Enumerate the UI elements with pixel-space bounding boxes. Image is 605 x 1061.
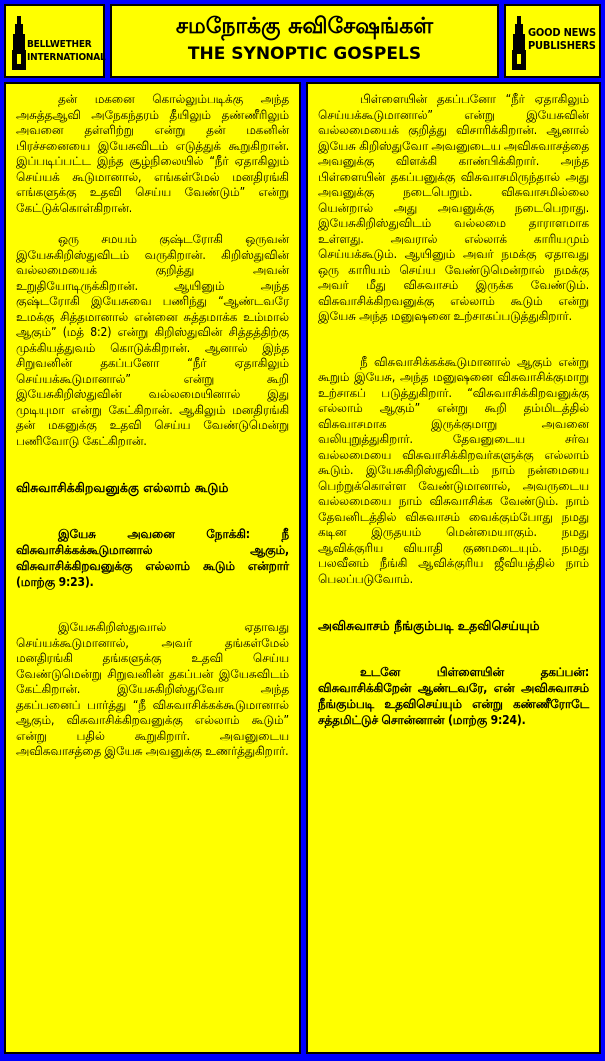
right-paragraph-2: நீ விசுவாசிக்கக்கூடுமானால் ஆகும் என்று கூறும் இயேசு, அந்த மனுஷனை விசுவாசிக்குமாறு உற்சாகப் படுத்துகிறார். “விசுவாசிக்கிறவனுக்கு எல்லாம் ஆகும்” என்று கூறி தம்மிடத்தில் விசுவாசமாக இருக்குமாறு அவனை வலியுறுத்துகிறார். தேவனுடைய சர்வ வல்லமையை விசுவாசிக்கிறவர்களுக்கு எல்லாம் கூடும். இயேசுகிறிஸ்துவிடம் நாம் நன்மையை பெற்றுக்கொள்ள வேண்டுமானால், அவருடைய வல்லமையை நாம் விசுவாசிக்க வேண்டும். நாம் தேவனிடத்தில் விசுவாசம் வைக்கும்போது நமது கடின இருதயம் மென்மையாகும். நமது ஆவிக்குரிய வியாதி குணமடையும். நமது பலவீனம் நீங்கி ஆவிக்குரிய ஜீவியத்தில் நாம் பெலப்படுவோம். xyxy=(318,354,589,586)
bellwether-line1: BELLWETHER xyxy=(27,39,92,50)
tower-icon xyxy=(12,16,26,70)
right-paragraph-1: பிள்ளையின் தகப்பனோ “நீர் ஏதாகிலும் செய்யக்கூடுமானால்” என்று இயேசுவின் வல்லமையைக் குறித்து விசாரிக்கிறான். ஆனால் இயேசு கிறிஸ்துவோ அவனுடைய அவிசுவாசத்தை அவனுக்கு விளக்கி காண்பிக்கிறார். அந்த பிள்ளையின் தகப்பனுக்கு விசுவாசமிருந்தால் அது அவனுக்கு நடைபெறும். விசுவாசமில்லை யென்றால் அது அவனுக்கு நடைபெறாது. இயேசுகிறிஸ்துவிடம் வல்லமை தாராளமாக உள்ளது. அவரால் எல்லாக் காரியமும் செய்யக்கூடும். ஆயினும் அவர் நமக்கு ஏதாவது ஒரு காரியம் செய்ய வேண்டுமென்றால் நமக்கு அவர் மீது விசுவாசம் இருக்க வேண்டும். விசுவாசிக்கிறவனுக்கு எல்லாம் கூடும் என்று இயேசு அந்த மனுஷனை உற்சாகப்படுத்துகிறார். xyxy=(318,92,590,323)
good-news-line2: PUBLISHERS xyxy=(528,39,596,52)
right-section-heading: அவிசுவாசம் நீங்கும்படி உதவிசெய்யும் xyxy=(318,618,540,633)
tower-icon xyxy=(512,16,526,70)
right-scripture-verse: உடனே பிள்ளையின் தகப்பன்: விசுவாசிக்கிறேன் ஆண்டவரே, என் அவிசுவாசம் நீங்கும்படி உதவிசெய்யும் என்று கண்ணீரோடே சத்தமிட்டுச் சொன்னான் (மாற்கு 9:24). xyxy=(318,665,589,727)
good-news-logo-box[interactable] xyxy=(504,4,601,78)
left-paragraph-3: இயேசுகிறிஸ்துவால் ஏதாவது செய்யக்கூடுமானால், அவர் தங்கள்மேல் மனதிரங்கி தங்களுக்கு உதவி செய்ய வேண்டுமென்று சிறுவனின் தகப்பன் இயேசுவிடம் கேட்கிறான். இயேசுகிறிஸ்துவோ அந்த தகப்பனைப் பார்த்து “நீ விசுவாசிக்கக்கூடுமானால் ஆகும், விசுவாசிக்கிறவனுக்கு எல்லாம் கூடும்” என்று பதில் கூறுகிறார். அவனுடைய அவிசுவாசத்தை இயேசு அவனுக்கு உணர்த்துகிறார். xyxy=(16,620,289,758)
bellwether-line2: INTERNATIONAL xyxy=(27,52,106,63)
left-section-heading: விசுவாசிக்கிறவனுக்கு எல்லாம் கூடும் xyxy=(16,480,229,495)
left-paragraph-1: தன் மகனை கொல்லும்படிக்கு அந்த அசுத்தஆவி அநேகந்தரம் தீயிலும் தண்ணீரிலும் அவனை தள்ளிற்று என்று தன் மகனின் பிரச்சனையை இயேசுவிடம் எடுத்துக் கூறுகிறான். இப்படிப்பட்ட இந்த சூழ்நிலையில் “நீர் ஏதாகிலும் செய்யக் கூடுமானால், எங்கள்மேல் மனதிரங்கி எங்களுக்கு உதவி செய்ய வேண்டும்” என்று கேட்டுக்கொள்கிறான். xyxy=(16,92,289,215)
left-scripture-verse: இயேசு அவனை நோக்கி: நீ விசுவாசிக்கக்கூடுமானால் ஆகும், விசுவாசிக்கிறவனுக்கு எல்லாம் கூடும் என்றார் (மாற்கு 9:23). xyxy=(16,527,289,589)
title-box xyxy=(110,4,499,78)
left-paragraph-2: ஒரு சமயம் குஷ்டரோகி ஒருவன் இயேசுகிறிஸ்துவிடம் வருகிறான். கிறிஸ்துவின் வல்லமையைக் குறித்து அவன் உறுதியோடிருக்கிறான். ஆயினும் அந்த குஷ்டரோகி இயேசுவை பணிந்து “ஆண்டவரே உமக்கு சித்தமானால் என்னை சுத்தமாக்க உம்மால் ஆகும்” (மத் 8:2) என்று கிறிஸ்துவின் சித்தத்திற்கு முக்கியத்துவம் கொடுக்கிறான். ஆனால் இந்த சிறுவனின் தகப்பனோ “நீர் ஏதாகிலும் செய்யக்கூடுமானால்” என்று கூறி இயேசுகிறிஸ்துவின் வல்லமையினால் இது முடியுமா என்று கேட்கிறான். ஆகிலும் மனதிரங்கி தன் மகனுக்கு உதவி செய்ய வேண்டுமென்று பணிவோடு கேட்கிறான். xyxy=(16,232,289,448)
left-column xyxy=(4,82,301,1054)
good-news-brand-text xyxy=(528,26,596,52)
bellwether-logo xyxy=(10,16,106,72)
title-tamil: சமநோக்கு சுவிசேஷங்கள் xyxy=(175,14,434,39)
good-news-logo xyxy=(510,16,600,72)
header xyxy=(4,4,601,78)
title-english: THE SYNOPTIC GOSPELS xyxy=(187,44,422,64)
right-column xyxy=(306,82,601,1054)
bellwether-brand-text xyxy=(27,38,106,64)
bellwether-logo-box[interactable] xyxy=(4,4,105,78)
good-news-line1: GOOD NEWS xyxy=(528,26,596,39)
